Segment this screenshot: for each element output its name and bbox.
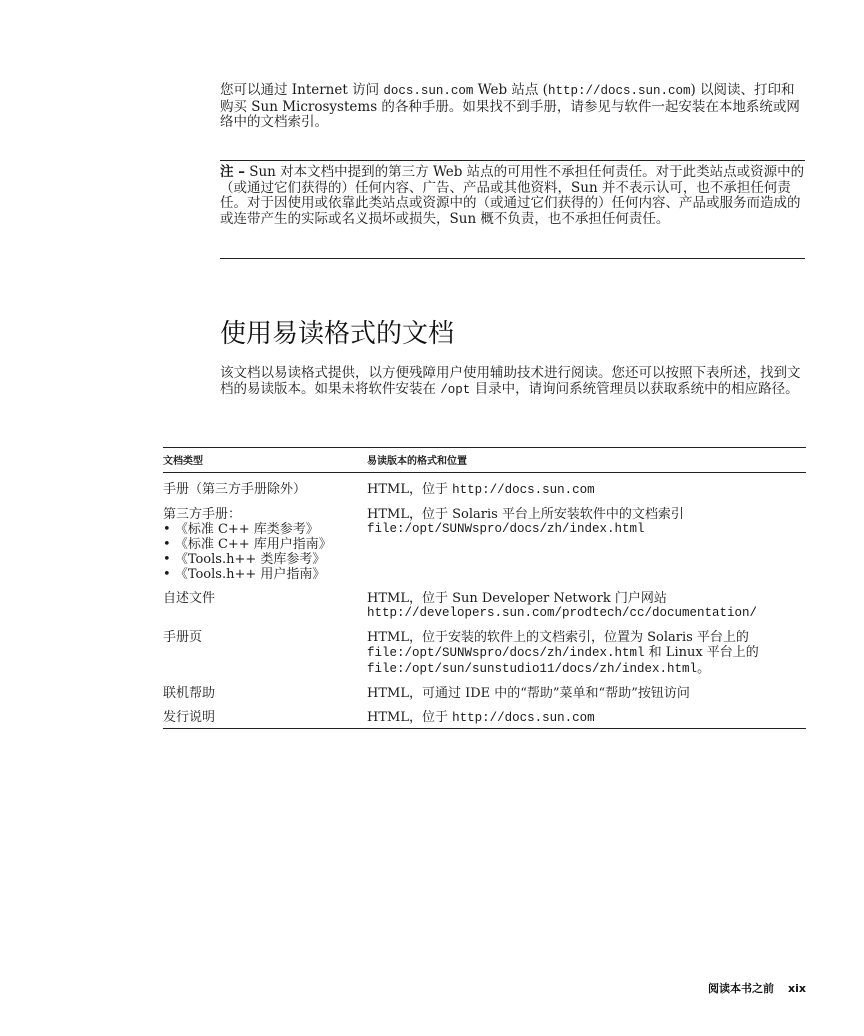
intro-text-3: ) 以阅读、打印和购买 Sun Microsystems 的各种手册。如果找不到手册，请参见与软件一起安装在本地系统或网络中的文档索引。: [220, 82, 800, 130]
location-text: 和 Linux 平台上的: [644, 645, 759, 660]
table-row: [163, 621, 806, 677]
footer-chapter: 阅读本书之前: [708, 982, 775, 995]
location-text: HTML，位于安装的软件上的文档索引，位置为 Solaris 平台上的: [367, 630, 749, 645]
row-type: 联机帮助: [163, 686, 216, 701]
row-type: 手册（第三方手册除外）: [163, 482, 307, 497]
row-location: [367, 621, 806, 677]
location-link[interactable]: http://docs.sun.com: [452, 711, 595, 725]
row-location: [367, 701, 806, 729]
table-row: [163, 498, 806, 582]
location-text: 。: [697, 661, 711, 676]
location-link[interactable]: http://developers.sun.com/prodtech/cc/documentation/: [367, 606, 758, 620]
row-type-label: 第三方手册：: [163, 507, 242, 522]
header-format-location: 易读版本的格式和位置: [367, 448, 806, 473]
location-path: file:/opt/sun/sunstudio11/docs/zh/index.html: [367, 662, 698, 676]
docs-url-link[interactable]: http://docs.sun.com: [547, 84, 691, 98]
section-heading: 使用易读格式的文档: [220, 319, 455, 349]
row-type: 发行说明: [163, 701, 367, 729]
access-text-2: 目录中，请询问系统管理员以获取系统中的相应路径。: [470, 380, 799, 397]
location-text: HTML，位于 Sun Developer Network 门户网站: [367, 591, 667, 606]
page-footer: [708, 980, 806, 996]
docs-site-link[interactable]: docs.sun.com: [383, 84, 474, 98]
row-type: [163, 498, 367, 582]
intro-text-2: Web 站点 (: [473, 82, 548, 98]
table-row: [163, 677, 806, 701]
list-item: • 《标准 C++ 库类参考》: [163, 522, 367, 537]
doc-format-table: [163, 447, 806, 729]
note-box: [220, 160, 805, 259]
access-text-1: 该文档以易读格式提供，以方便残障用户使用辅助技术进行阅读。您还可以按照下表所述，找到文档的易读版本。如果未将软件安装在: [220, 365, 801, 397]
intro-text-1: 您可以通过 Internet 访问: [220, 82, 384, 98]
location-text: HTML，位于: [367, 482, 453, 497]
row-location: HTML，可通过 IDE 中的“帮助”菜单和“帮助”按钮访问: [367, 686, 690, 701]
opt-path: /opt: [440, 382, 471, 397]
row-location: [367, 582, 806, 621]
list-item: • 《标准 C++ 库用户指南》: [163, 537, 367, 552]
location-path: file:/opt/SUNWspro/docs/zh/index.html: [367, 522, 645, 536]
row-type: 自述文件: [163, 591, 216, 606]
location-path: file:/opt/SUNWspro/docs/zh/index.html: [367, 646, 645, 660]
location-text: HTML，位于: [367, 710, 453, 725]
table-row: [163, 473, 806, 499]
location-link[interactable]: http://docs.sun.com: [452, 483, 595, 497]
intro-paragraph: [220, 83, 805, 131]
note-lead: 注 –: [220, 164, 245, 180]
access-paragraph: [220, 366, 805, 398]
page-number: xix: [788, 982, 806, 995]
table-row: [163, 582, 806, 621]
location-text: HTML，位于 Solaris 平台上所安装软件中的文档索引: [367, 507, 684, 522]
third-party-list: [163, 522, 367, 582]
row-location: [367, 498, 806, 582]
header-doc-type: 文档类型: [163, 448, 367, 473]
row-type: 手册页: [163, 630, 203, 645]
table-row: [163, 701, 806, 729]
note-text: Sun 对本文档中提到的第三方 Web 站点的可用性不承担任何责任。对于此类站点或资源中的（或通过它们获得的）任何内容、广告、产品或其他资料，Sun 并不表示认可，也不承担任何责任。对于因使用或依靠此类站点或资源中的（或通过它们获得的）任何内容、产品或服务而造成的或连带产生的实际或名义损坏或损失，Sun 概不负责，也不承担任何责任。: [220, 164, 805, 227]
row-location: [367, 473, 806, 499]
list-item: • 《Tools.h++ 类库参考》: [163, 552, 367, 567]
table-header-row: [163, 448, 806, 473]
list-item: • 《Tools.h++ 用户指南》: [163, 567, 367, 582]
